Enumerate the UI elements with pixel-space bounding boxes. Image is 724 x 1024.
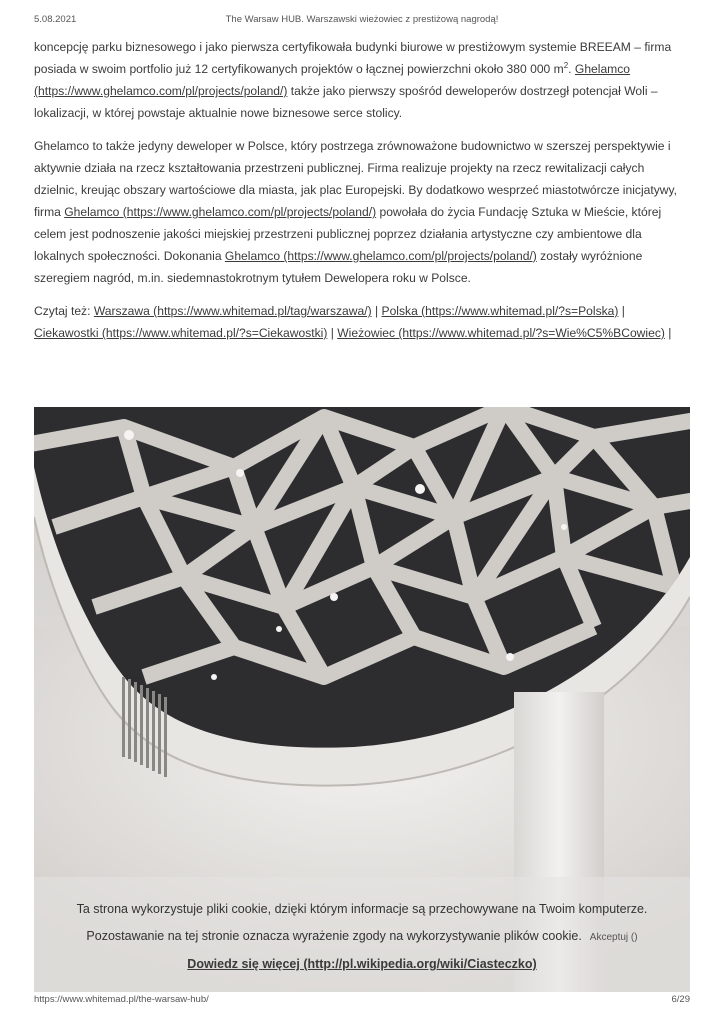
ghelamco-link-3[interactable]: Ghelamco (https://www.ghelamco.com/pl/projects/poland/): [224, 249, 537, 263]
tag-link-warszawa[interactable]: Warszawa (https://www.whitemad.pl/tag/warszawa/): [93, 304, 372, 318]
p2-text-1: Ghelamco to także jedyny deweloper w Polsce, który postrzega zrównoważone budownictwo w szerszej perspektywie i aktywnie działa na rzecz kształtowania przestrzeni publicznej. Firma realizuje projekty na rzecz rewitalizacji całych dzielnic, kreując obszary wartościowe dla miasta, jak plac Europejski. By dodatkowo wesprzeć miastotwórcze inicjatywy, firma: [34, 139, 678, 219]
read-also: [34, 300, 686, 344]
print-title: The Warsaw HUB. Warszawski wieżowiec z prestiżową nagrodą!: [225, 14, 499, 25]
tag-separator: |: [327, 326, 338, 340]
tag-link-polska[interactable]: Polska (https://www.whitemad.pl/?s=Polska): [381, 304, 619, 318]
tag-link-wiezowiec[interactable]: Wieżowiec (https://www.whitemad.pl/?s=Wie%C5%BCowiec): [337, 326, 665, 340]
cookie-notice-line-2: [34, 929, 690, 943]
p1-superscript: 2: [563, 60, 569, 70]
p2-text-2: powołała do życia Fundację Sztuka w Mieście, której celem jest podnoszenie jakości miejskiej przestrzeni publicznej poprzez działania artystyczne czy ambientowe dla lokalnych społeczności. Dokonania: [34, 205, 662, 263]
cookie-learn-more-link[interactable]: Dowiedz się więcej (http://pl.wikipedia.org/wiki/Ciasteczko): [187, 957, 537, 971]
print-header: [34, 14, 690, 28]
p2-text-3: zostały wyróżnione szeregiem nagród, m.in. siedemnastokrotnym tytułem Dewelopera roku w Polsce.: [34, 249, 643, 285]
p1-text-2: .: [568, 62, 575, 76]
article-photo-ceiling: [34, 407, 690, 992]
article-content: [34, 36, 686, 344]
tag-separator: |: [664, 326, 672, 340]
p1-text-1: koncepcję parku biznesowego i jako pierwsza certyfikowała budynki biurowe w prestiżowym systemie BREEAM – firma posiada w swoim portfolio już 12 certyfikowanych projektów o łącznej powierzchni około 380 000 m: [34, 40, 672, 76]
print-footer: [34, 994, 690, 1008]
paragraph-breeam: [34, 36, 686, 124]
tag-separator: |: [618, 304, 625, 318]
page-number: 6/29: [671, 994, 690, 1005]
p1-text-3: także jako pierwszy spośród deweloperów dostrzegł potencjał Woli – lokalizacji, w której powstaje aktualnie nowe biznesowe serce stolicy.: [34, 84, 658, 120]
ghelamco-link-2[interactable]: Ghelamco (https://www.ghelamco.com/pl/projects/poland/): [64, 205, 377, 219]
tag-separator: |: [371, 304, 382, 318]
print-date: 5.08.2021: [34, 14, 77, 25]
cookie-consent-text: Pozostawanie na tej stronie oznacza wyrażenie zgody na wykorzystywanie plików cookie.: [86, 929, 582, 943]
cookie-banner: [34, 894, 690, 992]
cookie-notice-line-1: Ta strona wykorzystuje pliki cookie, dzięki którym informacje są przechowywane na Twoim komputerze.: [76, 902, 648, 916]
page-url: https://www.whitemad.pl/the-warsaw-hub/: [34, 994, 209, 1005]
tag-link-ciekawostki[interactable]: Ciekawostki (https://www.whitemad.pl/?s=Ciekawostki): [34, 326, 328, 340]
paragraph-public-space: [34, 135, 686, 289]
read-also-label: Czytaj też:: [34, 304, 94, 318]
ghelamco-link[interactable]: Ghelamco (https://www.ghelamco.com/pl/projects/poland/): [34, 62, 631, 98]
cookie-accept-button[interactable]: Akceptuj (): [589, 932, 638, 943]
